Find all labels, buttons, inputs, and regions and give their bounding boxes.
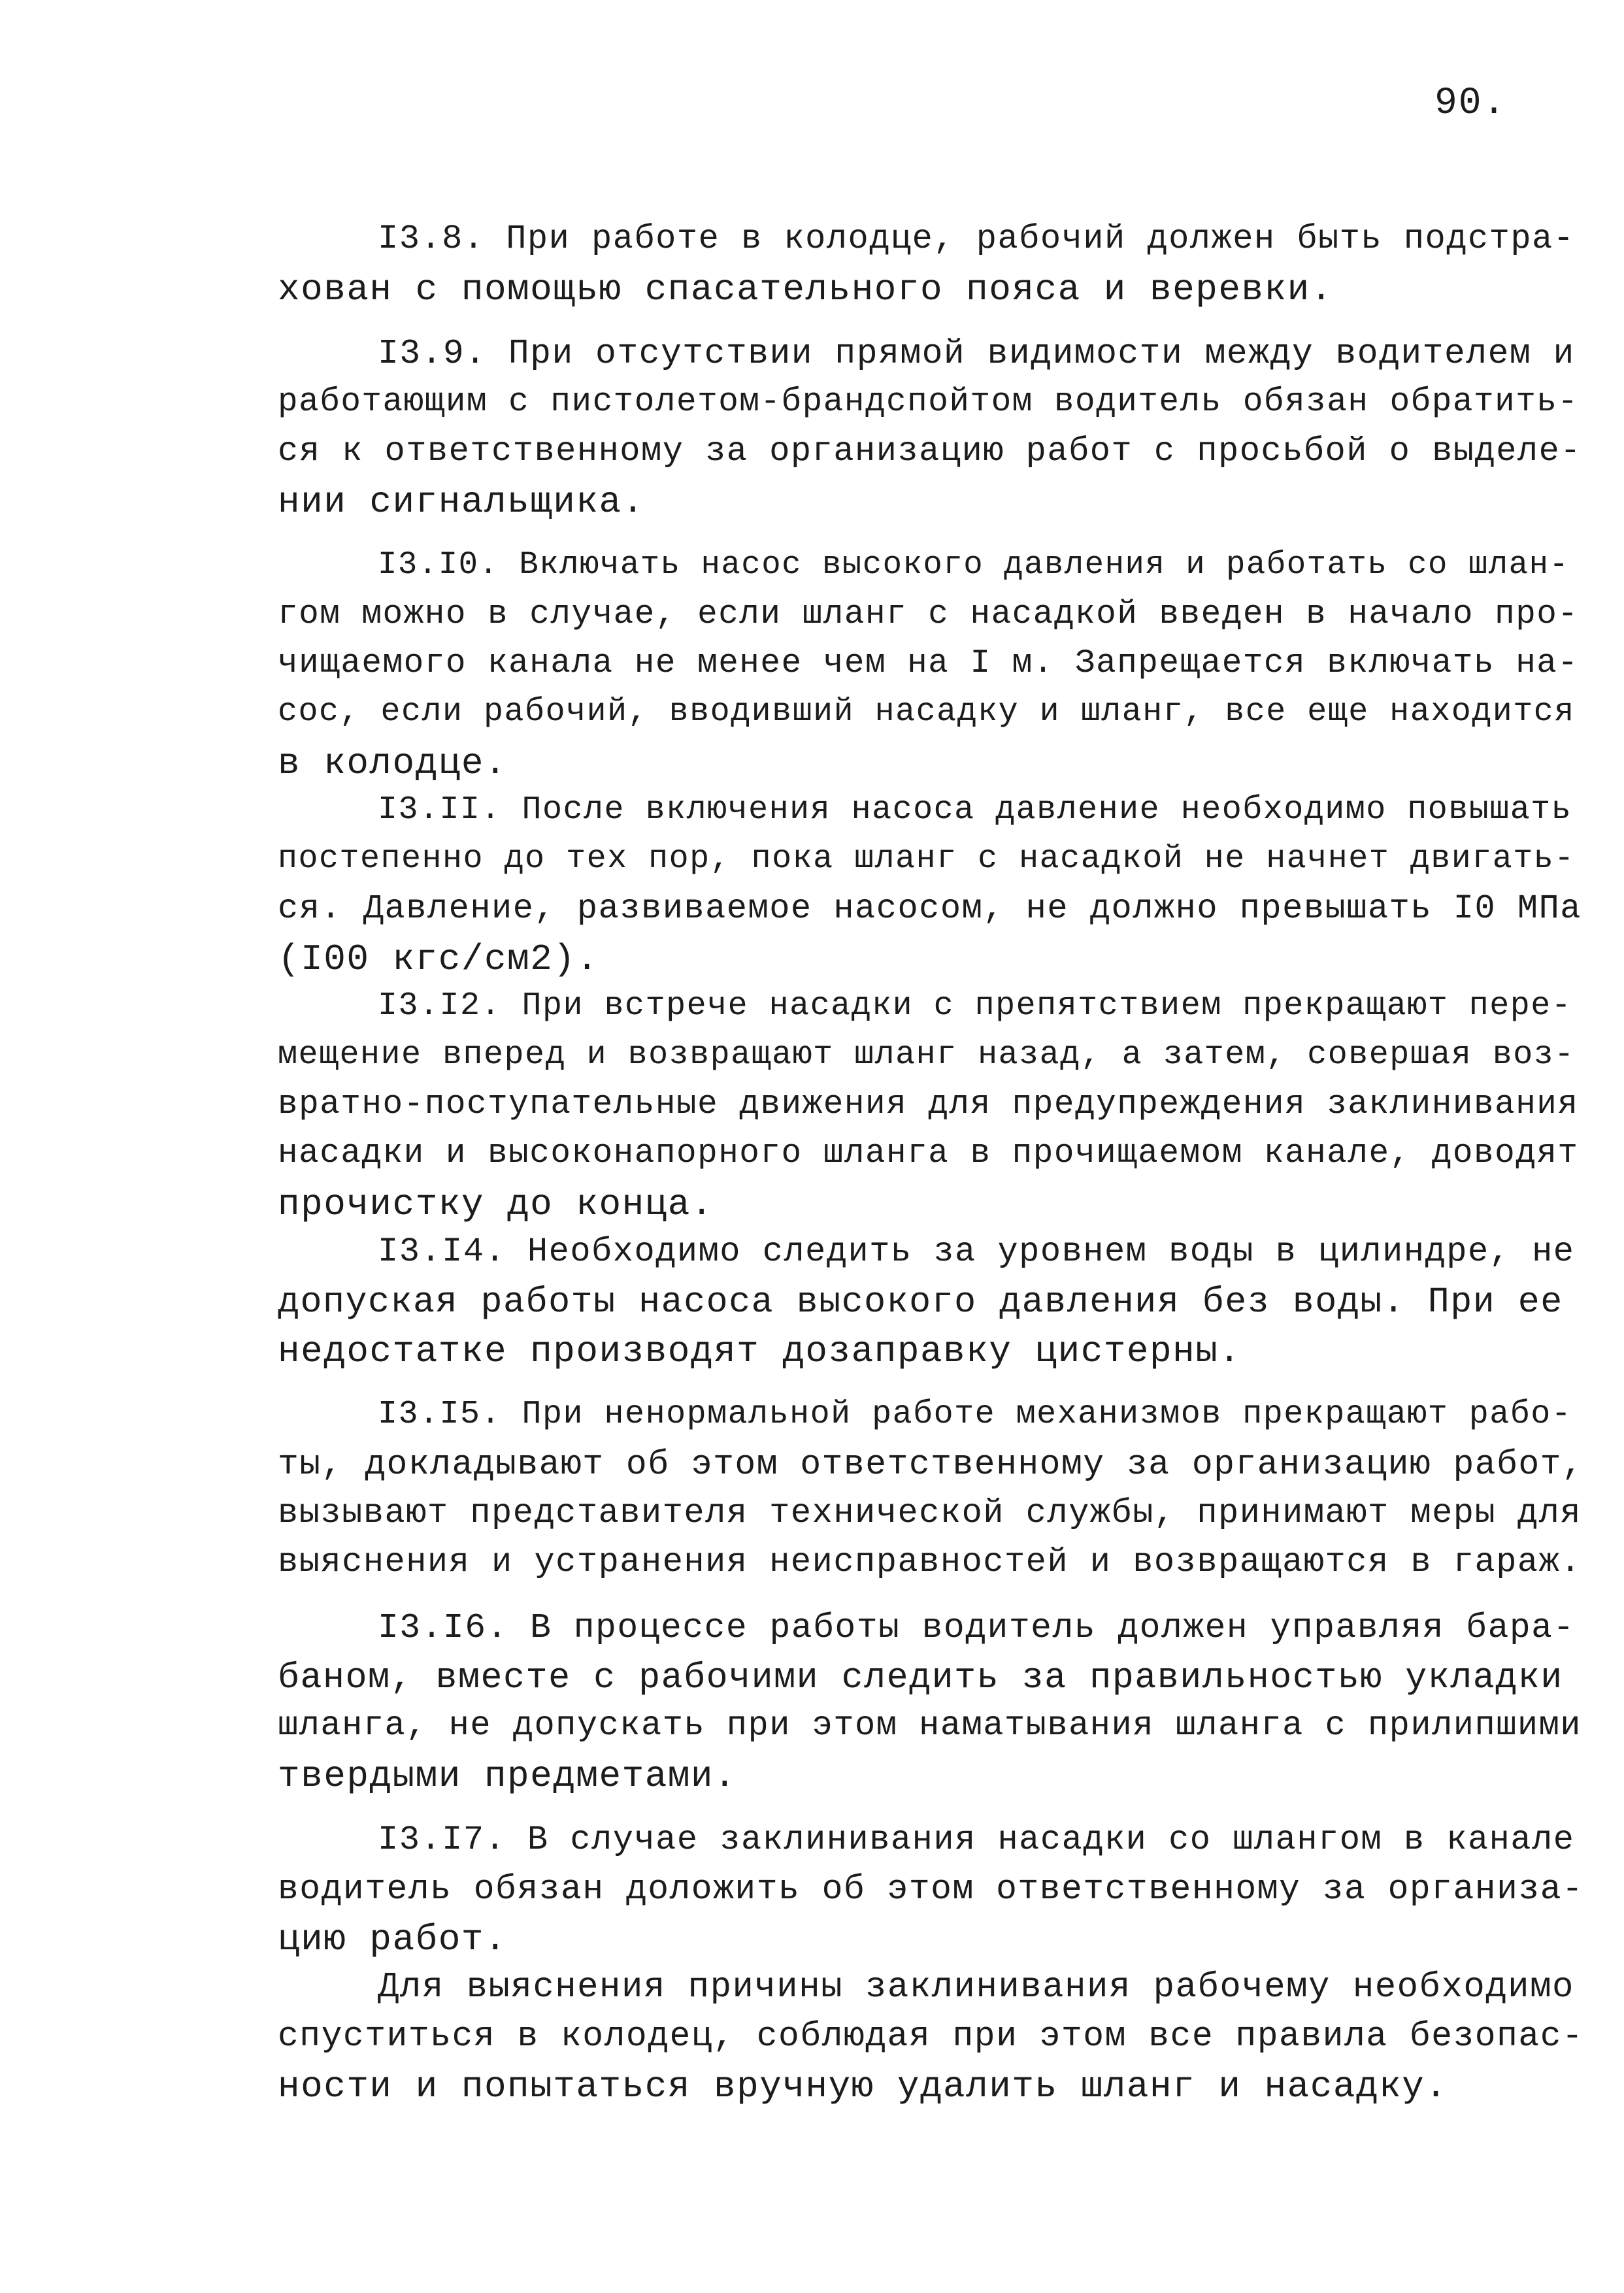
text-line: ся. Давление, развиваемое насосом, не должно превышать I0 МПа [278,889,1582,928]
text-line: I3.I7. В случае заклинивания насадки со шлангом в канале [378,1821,1575,1859]
text-line: чищаемого канала не менее чем на I м. Запрещается включать на- [278,645,1579,682]
text-line: вратно-поступательные движения для предупреждения заклинивания [278,1086,1579,1123]
text-line: выяснения и устранения неисправностей и возвращаются в гараж. [278,1543,1582,1581]
text-line: в колодце. [278,742,508,784]
text-line: насадки и высоконапорного шланга в прочищаемом канале, доводят [278,1135,1579,1172]
text-line: мещение вперед и возвращают шланг назад, а затем, совершая воз- [278,1036,1575,1074]
text-line: твердыми предметами. [278,1755,737,1797]
text-line: цию работ. [278,1919,508,1960]
text-line: (I00 кгс/см2). [278,938,599,980]
text-line: гом можно в случае, если шланг с насадкой введен в начало про- [278,596,1579,633]
page-number: 90. [1434,82,1507,125]
text-line: Для выяснения причины заклинивания рабочему необходимо [378,1968,1574,2007]
text-line: хован с помощью спасательного пояса и веревки. [278,269,1333,310]
text-line: спуститься в колодец, соблюдая при этом все правила безопас- [278,2017,1584,2056]
text-line: I3.I2. При встрече насадки с препятствием прекращают пере- [378,987,1572,1025]
text-line: прочистку до конца. [278,1183,714,1225]
text-line: ности и попытаться вручную удалить шланг и насадку. [278,2066,1448,2107]
text-line: ты, докладывают об этом ответственному за организацию работ, [278,1445,1584,1484]
text-line: нии сигнальщика. [278,481,645,523]
text-line: шланга, не допускать при этом наматывания шланга с прилипшими [278,1706,1582,1745]
text-line: ся к ответственному за организацию работ с просьбой о выделе- [278,432,1582,470]
text-line: вызывают представителя технической службы, принимают меры для [278,1494,1582,1532]
text-line: недостатке производят дозаправку цистерны. [278,1330,1242,1372]
text-line: I3.8. При работе в колодце, рабочий должен быть подстра- [378,220,1575,258]
text-line: работающим с пистолетом-брандспойтом водитель обязан обратить- [278,384,1579,421]
text-line: I3.I6. В процессе работы водитель должен управляя бара- [378,1608,1575,1647]
text-line: постепенно до тех пор, пока шланг с насадкой не начнет двигать- [278,840,1575,878]
text-line: баном, вместе с рабочими следить за правильностью укладки [278,1657,1563,1698]
text-line: I3.9. При отсутствии прямой видимости между водителем и [378,334,1575,373]
text-line: I3.I0. Включать насос высокого давления и работать со шлан- [378,546,1570,583]
text-line: I3.I4. Необходимо следить за уровнем воды в цилиндре, не [378,1232,1575,1271]
text-line: водитель обязан доложить об этом ответственному за организа- [278,1870,1584,1909]
text-line: I3.I5. При ненормальной работе механизмов прекращают рабо- [378,1396,1572,1433]
text-line: I3.II. После включения насоса давление необходимо повышать [378,791,1572,829]
text-line: допуская работы насоса высокого давления без воды. При ее [278,1281,1563,1323]
text-line: сос, если рабочий, вводивший насадку и шланг, все еще находится [278,693,1575,731]
